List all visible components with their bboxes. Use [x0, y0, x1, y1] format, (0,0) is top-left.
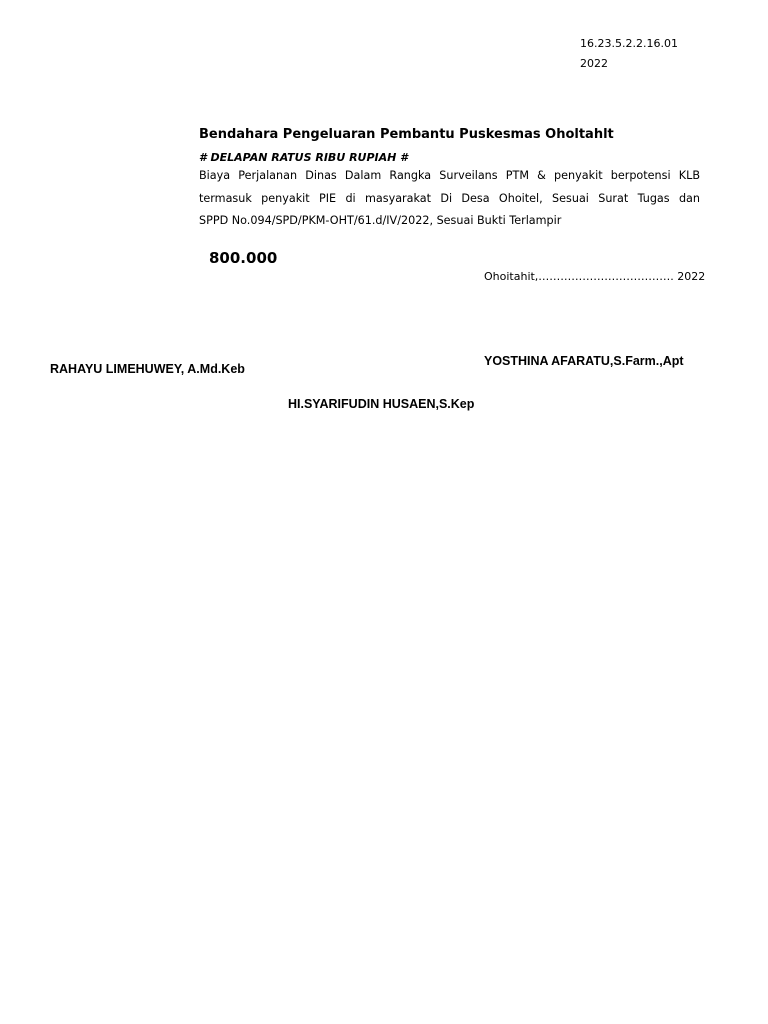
amount-figure: 800.000	[209, 249, 278, 267]
purpose-line: Biaya Perjalanan Dinas Dalam Rangka Surveilans PTM & penyakit berpotensi KLB	[199, 169, 700, 182]
document-code: 16.23.5.2.2.16.01	[580, 37, 678, 50]
document-year: 2022	[580, 57, 608, 70]
amount-in-words: # DELAPAN RATUS RIBU RUPIAH #	[199, 151, 408, 164]
payee-line: Bendahara Pengeluaran Pembantu Puskesmas Oholtahlt	[199, 127, 614, 142]
purpose-line: termasuk penyakit PIE di masyarakat Di Desa Ohoitel, Sesuai Surat Tugas dan	[199, 191, 700, 205]
signatory-left-name: RAHAYU LIMEHUWEY, A.Md.Keb	[50, 362, 245, 376]
purpose-line: SPPD No.094/SPD/PKM-OHT/61.d/IV/2022, Sesuai Bukti Terlampir	[199, 214, 562, 227]
signatory-center-name: HI.SYARIFUDIN HUSAEN,S.Kep	[288, 397, 475, 411]
signatory-right-name: YOSTHINA AFARATU,S.Farm.,Apt	[484, 354, 684, 368]
payment-purpose	[199, 165, 700, 233]
place-date-line: Ohoitahit,………………………………. 2022	[484, 270, 706, 283]
